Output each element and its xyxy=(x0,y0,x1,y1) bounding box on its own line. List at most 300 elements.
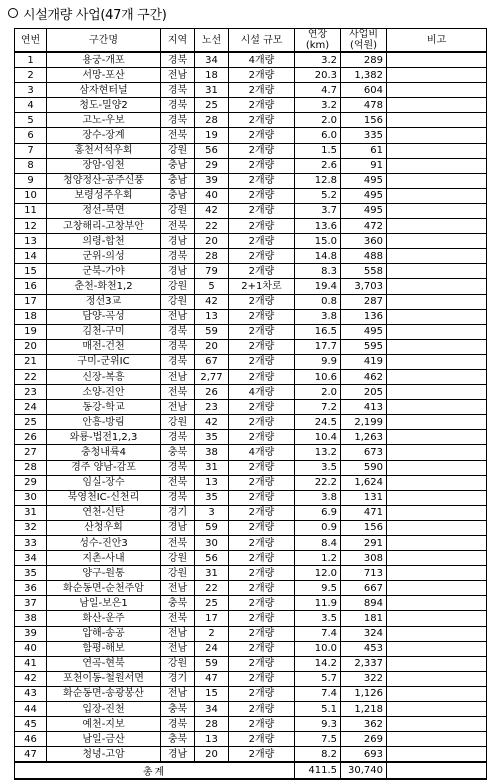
cell-remark xyxy=(387,158,487,173)
cell-route: 5 xyxy=(195,279,229,294)
cell-region: 전북 xyxy=(161,219,195,234)
cell-no: 15 xyxy=(15,264,47,279)
cell-region: 경북 xyxy=(161,324,195,339)
cell-cost: 495 xyxy=(341,188,387,203)
cell-cost: 495 xyxy=(341,324,387,339)
cell-cost: 478 xyxy=(341,98,387,113)
cell-no: 12 xyxy=(15,219,47,234)
header-route: 노선 xyxy=(195,29,229,53)
cell-scale: 2개량 xyxy=(229,581,295,596)
total-label: 총계 xyxy=(15,762,295,779)
cell-section: 매전-건천 xyxy=(47,339,161,354)
cell-length: 3.8 xyxy=(295,309,341,324)
cell-section: 담양-곡성 xyxy=(47,309,161,324)
cell-route: 30 xyxy=(195,536,229,551)
cell-region: 전북 xyxy=(161,385,195,400)
cell-scale: 2개량 xyxy=(229,475,295,490)
cell-no: 37 xyxy=(15,596,47,611)
cell-route: 56 xyxy=(195,551,229,566)
cell-route: 20 xyxy=(195,747,229,763)
cell-cost: 604 xyxy=(341,83,387,98)
cell-scale: 2개량 xyxy=(229,536,295,551)
header-region: 지역 xyxy=(161,29,195,53)
cell-route: 13 xyxy=(195,732,229,747)
header-remark: 비고 xyxy=(387,29,487,53)
cell-cost: 360 xyxy=(341,234,387,249)
total-cost: 30,740 xyxy=(341,762,387,779)
cell-route: 18 xyxy=(195,68,229,83)
cell-scale: 2개량 xyxy=(229,702,295,717)
cell-no: 8 xyxy=(15,158,47,173)
cell-scale: 2개량 xyxy=(229,686,295,701)
cell-no: 3 xyxy=(15,83,47,98)
cell-region: 경북 xyxy=(161,249,195,264)
cell-no: 41 xyxy=(15,656,47,671)
table-row xyxy=(15,369,487,384)
cell-region: 경북 xyxy=(161,52,195,68)
table-row xyxy=(15,536,487,551)
table-row xyxy=(15,732,487,747)
cell-cost: 156 xyxy=(341,113,387,128)
cell-cost: 472 xyxy=(341,219,387,234)
cell-length: 9.5 xyxy=(295,581,341,596)
cell-region: 경남 xyxy=(161,264,195,279)
cell-cost: 1,624 xyxy=(341,475,387,490)
cell-section: 춘천-화천1,2 xyxy=(47,279,161,294)
cell-section: 충청내륙4 xyxy=(47,445,161,460)
cell-no: 11 xyxy=(15,203,47,218)
cell-route: 38 xyxy=(195,445,229,460)
cell-region: 경북 xyxy=(161,83,195,98)
cell-length: 2.6 xyxy=(295,158,341,173)
cell-cost: 693 xyxy=(341,747,387,763)
cell-cost: 291 xyxy=(341,536,387,551)
cell-length: 3.2 xyxy=(295,98,341,113)
table-row xyxy=(15,656,487,671)
cell-length: 11.9 xyxy=(295,596,341,611)
cell-length: 5.7 xyxy=(295,671,341,686)
table-row xyxy=(15,641,487,656)
cell-scale: 2개량 xyxy=(229,671,295,686)
cell-section: 연천-신탄 xyxy=(47,505,161,520)
cell-route: 20 xyxy=(195,339,229,354)
cell-length: 7.5 xyxy=(295,732,341,747)
cell-cost: 453 xyxy=(341,641,387,656)
table-row xyxy=(15,279,487,294)
cell-cost: 894 xyxy=(341,596,387,611)
cell-cost: 181 xyxy=(341,611,387,626)
cell-length: 14.2 xyxy=(295,656,341,671)
table-row xyxy=(15,596,487,611)
table-row xyxy=(15,702,487,717)
cell-scale: 2개량 xyxy=(229,264,295,279)
cell-cost: 2,337 xyxy=(341,656,387,671)
cell-remark xyxy=(387,68,487,83)
table-row xyxy=(15,445,487,460)
cell-cost: 471 xyxy=(341,505,387,520)
cell-remark xyxy=(387,188,487,203)
cell-length: 4.7 xyxy=(295,83,341,98)
cell-route: 42 xyxy=(195,415,229,430)
cell-section: 군위-의성 xyxy=(47,249,161,264)
table-row xyxy=(15,490,487,505)
table-row xyxy=(15,354,487,369)
cell-section: 삼자현터널 xyxy=(47,83,161,98)
cell-remark xyxy=(387,234,487,249)
cell-remark xyxy=(387,279,487,294)
table-row xyxy=(15,309,487,324)
cell-no: 30 xyxy=(15,490,47,505)
cell-region: 전남 xyxy=(161,641,195,656)
cell-remark xyxy=(387,475,487,490)
cell-length: 20.3 xyxy=(295,68,341,83)
cell-cost: 2,199 xyxy=(341,415,387,430)
table-row xyxy=(15,339,487,354)
header-no: 연번 xyxy=(15,29,47,53)
cell-cost: 495 xyxy=(341,203,387,218)
cell-route: 22 xyxy=(195,219,229,234)
total-row xyxy=(15,762,487,779)
cell-route: 13 xyxy=(195,475,229,490)
cell-length: 15.0 xyxy=(295,234,341,249)
cell-length: 10.0 xyxy=(295,641,341,656)
table-header-row xyxy=(15,29,487,53)
cell-scale: 2개량 xyxy=(229,717,295,732)
cell-cost: 322 xyxy=(341,671,387,686)
cell-no: 14 xyxy=(15,249,47,264)
cell-remark xyxy=(387,203,487,218)
cell-section: 의령-합천 xyxy=(47,234,161,249)
cell-scale: 2개량 xyxy=(229,158,295,173)
cell-remark xyxy=(387,385,487,400)
cell-cost: 205 xyxy=(341,385,387,400)
cell-remark xyxy=(387,143,487,158)
cell-no: 5 xyxy=(15,113,47,128)
cell-remark xyxy=(387,641,487,656)
cell-remark xyxy=(387,551,487,566)
table-row xyxy=(15,68,487,83)
cell-length: 1.2 xyxy=(295,551,341,566)
cell-no: 24 xyxy=(15,400,47,415)
cell-section: 와룡-법전1,2,3 xyxy=(47,430,161,445)
cell-cost: 488 xyxy=(341,249,387,264)
cell-route: 40 xyxy=(195,188,229,203)
cell-remark xyxy=(387,98,487,113)
cell-length: 14.8 xyxy=(295,249,341,264)
cell-section: 청양정산-공주신풍 xyxy=(47,173,161,188)
cell-cost: 287 xyxy=(341,294,387,309)
cell-remark xyxy=(387,445,487,460)
cell-region: 전북 xyxy=(161,128,195,143)
cell-length: 3.5 xyxy=(295,460,341,475)
table-row xyxy=(15,188,487,203)
cell-region: 충북 xyxy=(161,702,195,717)
cell-remark xyxy=(387,415,487,430)
cell-length: 10.4 xyxy=(295,430,341,445)
cell-region: 충북 xyxy=(161,445,195,460)
cell-route: 31 xyxy=(195,83,229,98)
cell-scale: 2개량 xyxy=(229,249,295,264)
cell-scale: 2개량 xyxy=(229,354,295,369)
cell-no: 38 xyxy=(15,611,47,626)
cell-no: 9 xyxy=(15,173,47,188)
cell-no: 27 xyxy=(15,445,47,460)
cell-region: 강원 xyxy=(161,203,195,218)
cell-remark xyxy=(387,309,487,324)
cell-remark xyxy=(387,339,487,354)
total-length: 411.5 xyxy=(295,762,341,779)
cell-no: 7 xyxy=(15,143,47,158)
cell-route: 42 xyxy=(195,203,229,218)
cell-remark xyxy=(387,505,487,520)
cell-route: 79 xyxy=(195,264,229,279)
cell-route: 35 xyxy=(195,430,229,445)
cell-length: 5.1 xyxy=(295,702,341,717)
cell-region: 경남 xyxy=(161,234,195,249)
table-row xyxy=(15,173,487,188)
cell-region: 강원 xyxy=(161,279,195,294)
table-row xyxy=(15,460,487,475)
cell-remark xyxy=(387,173,487,188)
cell-remark xyxy=(387,128,487,143)
cell-length: 9.3 xyxy=(295,717,341,732)
cell-route: 15 xyxy=(195,686,229,701)
cell-region: 경북 xyxy=(161,717,195,732)
cell-cost: 590 xyxy=(341,460,387,475)
table-row xyxy=(15,566,487,581)
cell-length: 24.5 xyxy=(295,415,341,430)
cell-no: 25 xyxy=(15,415,47,430)
cell-no: 43 xyxy=(15,686,47,701)
table-row xyxy=(15,581,487,596)
cell-length: 7.4 xyxy=(295,686,341,701)
cell-cost: 419 xyxy=(341,354,387,369)
cell-scale: 2개량 xyxy=(229,188,295,203)
cell-route: 42 xyxy=(195,294,229,309)
cell-scale: 2개량 xyxy=(229,98,295,113)
cell-region: 충남 xyxy=(161,158,195,173)
bullet-circle-icon xyxy=(8,8,18,18)
cell-length: 16.5 xyxy=(295,324,341,339)
table-row xyxy=(15,520,487,535)
cell-route: 28 xyxy=(195,249,229,264)
cell-remark xyxy=(387,369,487,384)
cell-scale: 2개량 xyxy=(229,68,295,83)
header-cost: 사업비 (억원) xyxy=(341,29,387,53)
cell-scale: 2개량 xyxy=(229,430,295,445)
cell-region: 전북 xyxy=(161,475,195,490)
cell-scale: 2개량 xyxy=(229,309,295,324)
cell-length: 3.8 xyxy=(295,490,341,505)
cell-scale: 2개량 xyxy=(229,566,295,581)
cell-remark xyxy=(387,686,487,701)
cell-route: 2 xyxy=(195,626,229,641)
cell-remark xyxy=(387,536,487,551)
cell-section: 장수-장계 xyxy=(47,128,161,143)
cell-region: 강원 xyxy=(161,294,195,309)
cell-length: 3.5 xyxy=(295,611,341,626)
table-row xyxy=(15,551,487,566)
cell-remark xyxy=(387,671,487,686)
cell-scale: 2개량 xyxy=(229,143,295,158)
cell-route: 25 xyxy=(195,596,229,611)
cell-scale: 2개량 xyxy=(229,732,295,747)
cell-cost: 673 xyxy=(341,445,387,460)
cell-section: 군북-가야 xyxy=(47,264,161,279)
table-row xyxy=(15,385,487,400)
cell-section: 화순동면-송광봉산 xyxy=(47,686,161,701)
cell-cost: 324 xyxy=(341,626,387,641)
cell-no: 42 xyxy=(15,671,47,686)
header-length: 연장 (km) xyxy=(295,29,341,53)
cell-route: 19 xyxy=(195,128,229,143)
cell-remark xyxy=(387,747,487,763)
cell-scale: 2개량 xyxy=(229,505,295,520)
cell-route: 35 xyxy=(195,490,229,505)
cell-length: 22.2 xyxy=(295,475,341,490)
cell-length: 13.2 xyxy=(295,445,341,460)
cell-scale: 2개량 xyxy=(229,747,295,763)
cell-remark xyxy=(387,219,487,234)
cell-route: 34 xyxy=(195,52,229,68)
cell-region: 충남 xyxy=(161,173,195,188)
cell-section: 연곡-현북 xyxy=(47,656,161,671)
cell-cost: 61 xyxy=(341,143,387,158)
cell-scale: 2개량 xyxy=(229,234,295,249)
cell-remark xyxy=(387,324,487,339)
cell-cost: 131 xyxy=(341,490,387,505)
cell-region: 전남 xyxy=(161,309,195,324)
cell-cost: 156 xyxy=(341,520,387,535)
cell-no: 46 xyxy=(15,732,47,747)
cell-section: 산청우회 xyxy=(47,520,161,535)
cell-length: 0.8 xyxy=(295,294,341,309)
cell-region: 전남 xyxy=(161,581,195,596)
cell-cost: 1,263 xyxy=(341,430,387,445)
cell-section: 정선3교 xyxy=(47,294,161,309)
title-text: 시설개량 사업(47개 구간) xyxy=(23,8,167,23)
cell-no: 31 xyxy=(15,505,47,520)
cell-route: 20 xyxy=(195,234,229,249)
table-row xyxy=(15,249,487,264)
cell-length: 13.6 xyxy=(295,219,341,234)
cell-no: 4 xyxy=(15,98,47,113)
header-section: 구간명 xyxy=(47,29,161,53)
cell-no: 39 xyxy=(15,626,47,641)
cell-region: 전남 xyxy=(161,626,195,641)
cell-section: 장암-임천 xyxy=(47,158,161,173)
table-row xyxy=(15,324,487,339)
cell-route: 59 xyxy=(195,324,229,339)
cell-cost: 1,218 xyxy=(341,702,387,717)
cell-section: 포천이동-철원서면 xyxy=(47,671,161,686)
cell-region: 전남 xyxy=(161,68,195,83)
cell-scale: 2개량 xyxy=(229,203,295,218)
cell-scale: 4개량 xyxy=(229,52,295,68)
cell-section: 성수-진안3 xyxy=(47,536,161,551)
cell-scale: 4개량 xyxy=(229,445,295,460)
cell-cost: 335 xyxy=(341,128,387,143)
cell-region: 경기 xyxy=(161,505,195,520)
cell-length: 10.6 xyxy=(295,369,341,384)
cell-length: 5.2 xyxy=(295,188,341,203)
cell-cost: 136 xyxy=(341,309,387,324)
cell-scale: 2개량 xyxy=(229,369,295,384)
table-row xyxy=(15,113,487,128)
cell-section: 청녕-고암 xyxy=(47,747,161,763)
cell-region: 경남 xyxy=(161,520,195,535)
table-row xyxy=(15,294,487,309)
cell-cost: 558 xyxy=(341,264,387,279)
cell-section: 안흥-방림 xyxy=(47,415,161,430)
cell-no: 35 xyxy=(15,566,47,581)
table-row xyxy=(15,158,487,173)
cell-no: 44 xyxy=(15,702,47,717)
cell-scale: 2개량 xyxy=(229,83,295,98)
cell-no: 29 xyxy=(15,475,47,490)
cell-length: 17.7 xyxy=(295,339,341,354)
cell-route: 39 xyxy=(195,173,229,188)
cell-remark xyxy=(387,490,487,505)
cell-section: 청도-밀양2 xyxy=(47,98,161,113)
cell-scale: 2개량 xyxy=(229,626,295,641)
project-table xyxy=(14,28,487,780)
cell-cost: 713 xyxy=(341,566,387,581)
cell-section: 소양-진안 xyxy=(47,385,161,400)
cell-section: 용궁-개포 xyxy=(47,52,161,68)
cell-remark xyxy=(387,294,487,309)
cell-route: 2,77 xyxy=(195,369,229,384)
cell-cost: 1,382 xyxy=(341,68,387,83)
cell-no: 13 xyxy=(15,234,47,249)
cell-no: 20 xyxy=(15,339,47,354)
cell-length: 0.9 xyxy=(295,520,341,535)
cell-region: 전남 xyxy=(161,369,195,384)
cell-section: 함평-해보 xyxy=(47,641,161,656)
cell-cost: 595 xyxy=(341,339,387,354)
cell-length: 7.2 xyxy=(295,400,341,415)
cell-no: 34 xyxy=(15,551,47,566)
cell-remark xyxy=(387,566,487,581)
cell-cost: 91 xyxy=(341,158,387,173)
cell-cost: 308 xyxy=(341,551,387,566)
cell-section: 보령성주우회 xyxy=(47,188,161,203)
cell-cost: 495 xyxy=(341,173,387,188)
cell-cost: 362 xyxy=(341,717,387,732)
cell-no: 10 xyxy=(15,188,47,203)
cell-remark xyxy=(387,520,487,535)
cell-no: 45 xyxy=(15,717,47,732)
table-row xyxy=(15,671,487,686)
cell-no: 16 xyxy=(15,279,47,294)
cell-scale: 2개량 xyxy=(229,113,295,128)
cell-section: 동강-학교 xyxy=(47,400,161,415)
cell-no: 1 xyxy=(15,52,47,68)
table-row xyxy=(15,128,487,143)
cell-scale: 2+1차로 xyxy=(229,279,295,294)
cell-section: 양구-원통 xyxy=(47,566,161,581)
cell-route: 56 xyxy=(195,143,229,158)
table-row xyxy=(15,611,487,626)
cell-scale: 2개량 xyxy=(229,641,295,656)
cell-length: 8.4 xyxy=(295,536,341,551)
cell-region: 충북 xyxy=(161,732,195,747)
cell-length: 12.8 xyxy=(295,173,341,188)
cell-region: 전남 xyxy=(161,686,195,701)
cell-no: 17 xyxy=(15,294,47,309)
cell-route: 13 xyxy=(195,309,229,324)
table-row xyxy=(15,264,487,279)
